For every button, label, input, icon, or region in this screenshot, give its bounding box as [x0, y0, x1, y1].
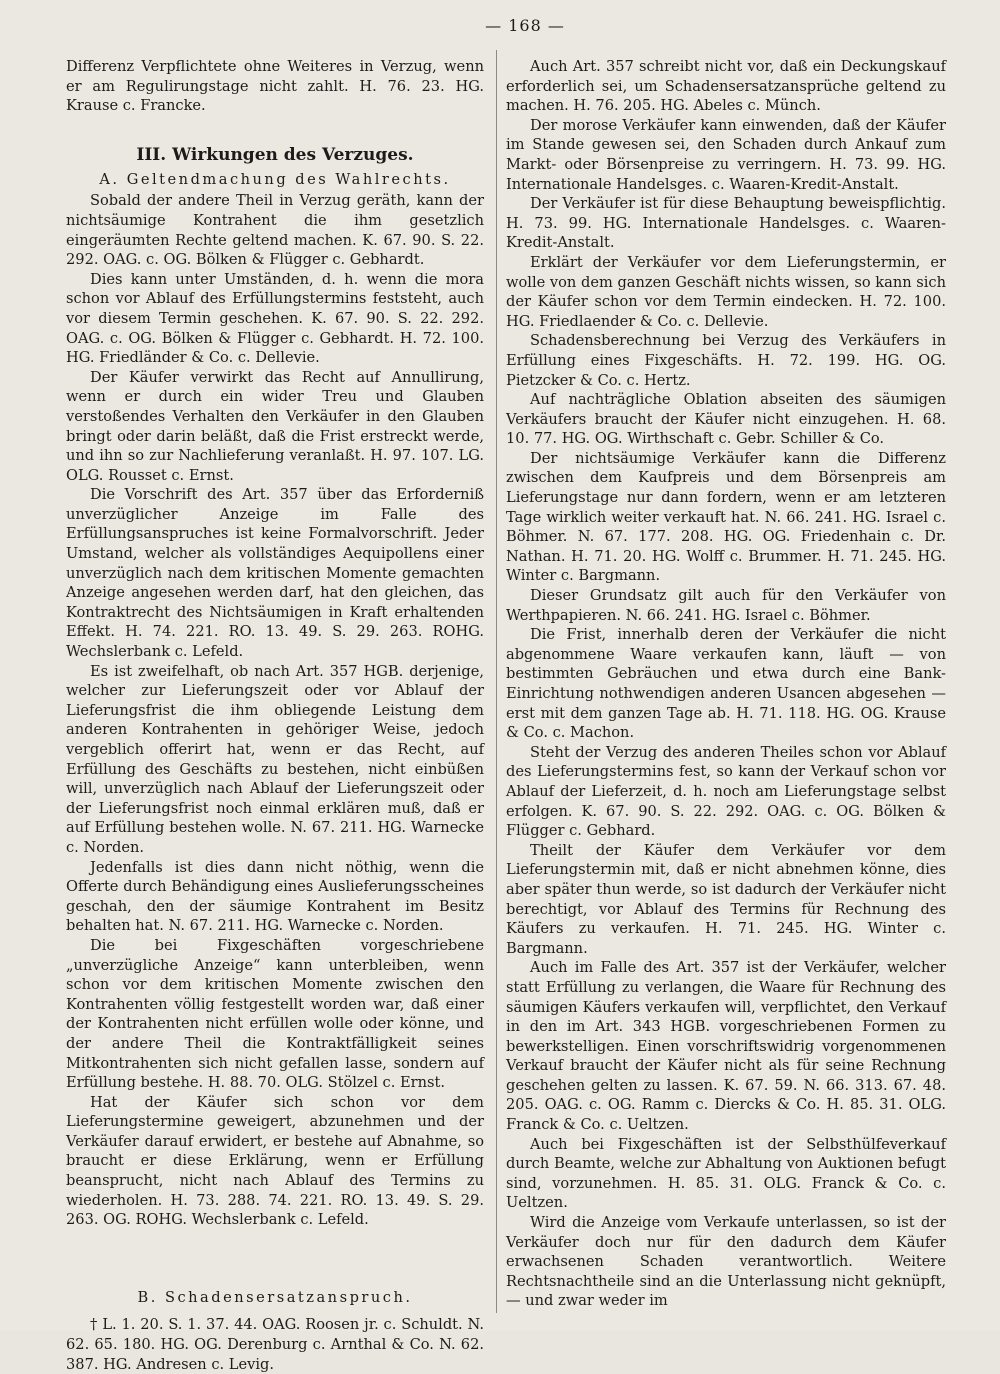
left-column [66, 57, 484, 1374]
column-divider [496, 50, 497, 1313]
paragraph: Auf nachträgliche Oblation abseiten des säumigen Verkäufers braucht der Käufer nicht einzugehen. H. 68. 10. 77. HG. OG. Wirthschaft c. Gebr. Schiller & Co. [506, 391, 946, 448]
paragraph: Der nichtsäumige Verkäufer kann die Differenz zwischen dem Kaufpreis und dem Börsenpreis am Lieferungstage nur dann fordern, wenn er am letzteren Tage wirklich weiter verkauft hat. N. 66. 241. HG. Israel c. Böhmer. N. 67. 177. 208. HG. OG. Friedenhain c. Dr. Nathan. H. 71. 20. HG. Wolff c. Brummer. H. 71. 245. HG. Winter c. Bargmann. [506, 449, 946, 585]
paragraph: Jedenfalls ist dies dann nicht nöthig, wenn die Offerte durch Behändigung eines Auslieferungsscheines geschah, den der säumige Kontrahent im Besitz behalten hat. N. 67. 211. HG. Warnecke c. Norden. [66, 858, 484, 935]
paragraph: Dieser Grundsatz gilt auch für den Verkäufer von Werthpapieren. N. 66. 241. HG. Israel c. Böhmer. [506, 587, 946, 624]
section-heading: III. Wirkungen des Verzuges. [136, 144, 414, 165]
paragraph: Der morose Verkäufer kann einwenden, daß der Käufer im Stande gewesen sei, den Schaden durch Ankauf zum Markt- oder Börsenpreise zu verringern. H. 73. 99. HG. Internationale Handelsges. c. Waaren-Kredit-Anstalt. [506, 116, 946, 193]
paragraph: Die Frist, innerhalb deren der Verkäufer die nicht abgenommene Waare verkaufen kann, läuft — von bestimmten Gebräuchen und etwa durch eine Bank-Einrichtung nothwendigen anderen Usancen abgesehen — erst mit dem ganzen Tage ab. H. 71. 118. HG. OG. Krause & Co. c. Machon. [506, 626, 946, 742]
paragraph: Die Vorschrift des Art. 357 über das Erforderniß unverzüglicher Anzeige im Falle des Erfüllungsanspruches ist keine Formalvorschrift. Jeder Umstand, welcher als vollständiges Aequipollens einer unverzüglich nach dem kritischen Momente gemachten Anzeige angesehen werden darf, hat den gleichen, das Kontraktrecht des Nichtsäumigen in Kraft erhaltenden Effekt. H. 74. 221. RO. 13. 49. S. 29. 263. ROHG. Wechslerbank c. Lefeld. [66, 486, 484, 661]
paragraph: Wird die Anzeige vom Verkaufe unterlassen, so ist der Verkäufer doch nur für den dadurch dem Käufer erwachsenen Schaden verantwortlich. Weitere Rechtsnachtheile sind an die Unterlassung nicht geknüpft, — und zwar weder im [506, 1214, 946, 1310]
paragraph: Hat der Käufer sich schon vor dem Lieferungstermine geweigert, abzunehmen und der Verkäufer darauf erwidert, er bestehe auf Abnahme, so braucht er diese Erklärung, wenn er Erfüllung beansprucht, nicht nach Ablauf des Termins zu wiederholen. H. 73. 288. 74. 221. RO. 13. 49. S. 29. 263. OG. ROHG. Wechslerbank c. Lefeld. [66, 1093, 484, 1229]
paragraph: Auch bei Fixgeschäften ist der Selbsthülfeverkauf durch Beamte, welche zur Abhaltung von Auktionen befugt sind, vorzunehmen. H. 85. 31. OLG. Franck & Co. c. Ueltzen. [506, 1135, 946, 1212]
paragraph: Dies kann unter Umständen, d. h. wenn die mora schon vor Ablauf des Erfüllungstermins feststeht, auch vor diesem Termin geschehen. K. 67. 90. S. 22. 292. OAG. c. OG. Bölken & Flügger c. Gebhardt. H. 72. 100. HG. Friedländer & Co. c. Dellevie. [66, 270, 484, 367]
paragraph: Der Käufer verwirkt das Recht auf Annullirung, wenn er durch ein wider Treu und Glauben verstoßendes Verhalten den Verkäufer in den Glauben bringt oder darin beläßt, daß die Frist erstreckt werde, und ihn so zur Nachlieferung veranlaßt. H. 97. 107. LG. OLG. Rousset c. Ernst. [66, 368, 484, 484]
subsection-heading: A. Geltendmachung des Wahlrechts. [99, 170, 451, 188]
paragraph: Auch Art. 357 schreibt nicht vor, daß ein Deckungskauf erforderlich sei, um Schadensersatzansprüche geltend zu machen. H. 76. 205. HG. Abeles c. Münch. [506, 58, 946, 115]
subsection-heading: B. Schadensersatzanspruch. [137, 1288, 413, 1306]
right-column [506, 57, 946, 1311]
paragraph: Der Verkäufer ist für diese Behauptung beweispflichtig. H. 73. 99. HG. Internationale Handelsges. c. Waaren-Kredit-Anstalt. [506, 195, 946, 252]
paragraph: Sobald der andere Theil in Verzug geräth, kann der nichtsäumige Kontrahent die ihm gesetzlich eingeräumten Rechte geltend machen. K. 67. 90. S. 22. 292. OAG. c. OG. Bölken & Flügger c. Gebhardt. [66, 192, 484, 269]
paragraph: Theilt der Käufer dem Verkäufer vor dem Lieferungstermin mit, daß er nicht abnehmen könne, dies aber später thun werde, so ist dadurch der Verkäufer nicht berechtigt, vor Ablauf des Termins für Rechnung des Käufers zu verkaufen. H. 71. 245. HG. Winter c. Bargmann. [506, 841, 946, 957]
paragraph: Differenz Verpflichtete ohne Weiteres in Verzug, wenn er am Regulirungstage nicht zahlt. H. 76. 23. HG. Krause c. Francke. [66, 58, 484, 115]
paragraph: Steht der Verzug des anderen Theiles schon vor Ablauf des Lieferungstermins fest, so kann der Verkauf schon vor Ablauf der Lieferzeit, d. h. noch am Lieferungstage selbst erfolgen. K. 67. 90. S. 22. 292. OAG. c. OG. Bölken & Flügger c. Gebhard. [506, 743, 946, 840]
paragraph: Erklärt der Verkäufer vor dem Lieferungstermin, er wolle von dem ganzen Geschäft nichts wissen, so kann sich der Käufer schon vor dem Termin eindecken. H. 72. 100. HG. Friedlaender & Co. c. Dellevie. [506, 253, 946, 330]
paragraph: Die bei Fixgeschäften vorgeschriebene „unverzügliche Anzeige“ kann unterbleiben, wenn schon vor dem kritischen Momente zwischen den Kontrahenten völlig festgestellt worden war, daß einer der Kontrahenten nicht erfüllen wolle oder könne, und der andere Theil die Kontraktfälligkeit seines Mitkontrahenten sich nicht gefallen lasse, sondern auf Erfüllung bestehe. H. 88. 70. OLG. Stölzel c. Ernst. [66, 936, 484, 1092]
page-number: — 168 — [485, 16, 565, 35]
paragraph: Auch im Falle des Art. 357 ist der Verkäufer, welcher statt Erfüllung zu verlangen, die Waare für Rechnung des säumigen Käufers verkaufen will, verpflichtet, den Verkauf in den im Art. 343 HGB. vorgeschriebenen Formen zu bewerkstelligen. Einen vorschriftswidrig vorgenommenen Verkauf braucht der Käufer nicht als für seine Rechnung geschehen gelten zu lassen. K. 67. 59. N. 66. 313. 67. 48. 205. OAG. c. OG. Ramm c. Diercks & Co. H. 85. 31. OLG. Franck & Co. c. Ueltzen. [506, 959, 946, 1134]
paragraph: Es ist zweifelhaft, ob nach Art. 357 HGB. derjenige, welcher zur Lieferungszeit oder vor Ablauf der Lieferungsfrist die ihm obliegende Leistung dem anderen Kontrahenten in gehöriger Weise, jedoch vergeblich offerirt hat, wenn er das Recht, auf Erfüllung des Geschäfts zu bestehen, nicht einbüßen will, unverzüglich nach Ablauf der Lieferungszeit oder der Lieferungsfrist noch einmal erklären muß, daß er auf Erfüllung bestehen wolle. N. 67. 211. HG. Warnecke c. Norden. [66, 662, 484, 856]
paragraph: † L. 1. 20. S. 1. 37. 44. OAG. Roosen jr. c. Schuldt. N. 62. 65. 180. HG. OG. Derenburg c. Arnthal & Co. N. 62. 387. HG. Andresen c. Levig. [66, 1316, 484, 1373]
paragraph: Schadensberechnung bei Verzug des Verkäufers in Erfüllung eines Fixgeschäfts. H. 72. 199. HG. OG. Pietzcker & Co. c. Hertz. [506, 332, 946, 389]
